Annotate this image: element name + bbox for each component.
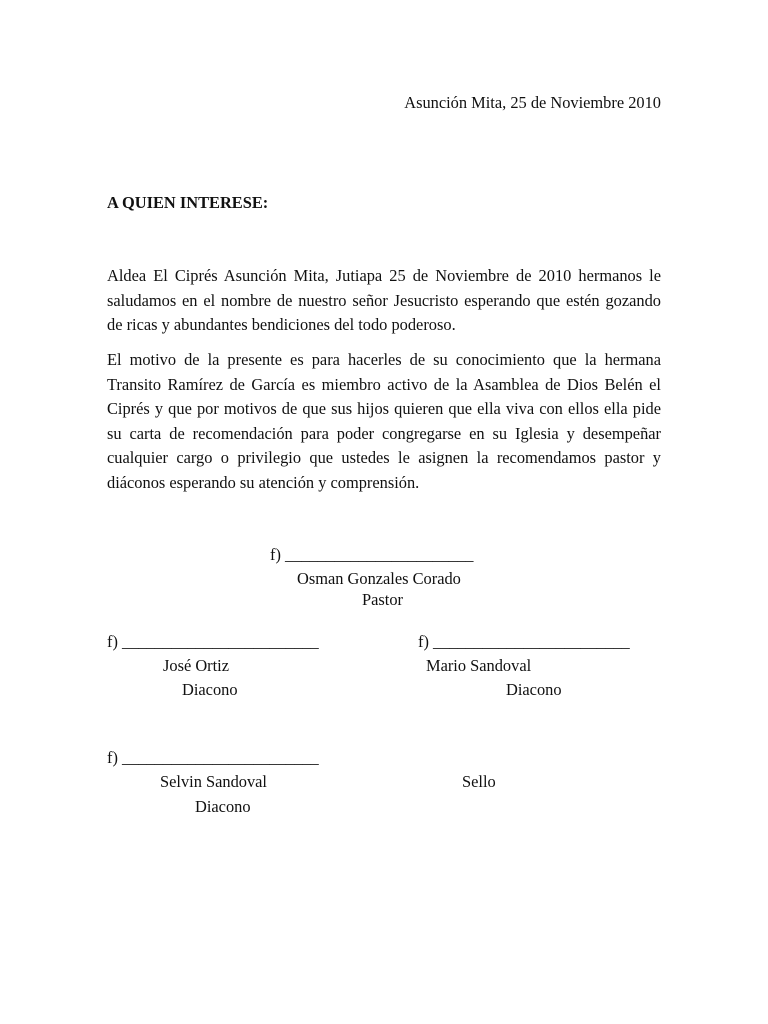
signer-role-pastor: Pastor	[362, 590, 403, 609]
salutation: A QUIEN INTERESE:	[107, 193, 269, 212]
body-paragraph-1: Aldea El Ciprés Asunción Mita, Jutiapa 25 de Noviembre de 2010 hermanos le saludamos en el nombre de nuestro señor Jesucristo esperando que estén gozando de ricas y abundantes bendiciones del todo poderoso.	[107, 266, 661, 334]
letter-date: Asunción Mita, 25 de Noviembre 2010	[404, 93, 661, 112]
signer-name-pastor: Osman Gonzales Corado	[297, 569, 461, 588]
signer-name-mario: Mario Sandoval	[426, 656, 532, 675]
signature-line-mario: f) ________________________	[418, 632, 630, 651]
signer-role-ortiz: Diacono	[182, 680, 238, 699]
signature-line-pastor: f) _______________________	[270, 545, 474, 564]
signer-name-ortiz: José Ortiz	[163, 656, 230, 675]
seal-label: Sello	[462, 772, 496, 791]
signature-line-ortiz: f) ________________________	[107, 632, 319, 651]
body-paragraph-2: El motivo de la presente es para hacerles de su conocimiento que la hermana Transito Ramírez de García es miembro activo de la Asamblea de Dios Belén el Ciprés y que por motivos de que sus hijos quieren que ella viva con ellos ella pide su carta de recomendación para poder congregarse en su Iglesia y desempeñar cualquier cargo o privilegio que ustedes le asignen la recomendamos pastor y diáconos esperando su atención y comprensión.	[107, 350, 661, 492]
signature-line-selvin: f) ________________________	[107, 748, 319, 767]
signer-role-selvin: Diacono	[195, 797, 251, 816]
signer-name-selvin: Selvin Sandoval	[160, 772, 267, 791]
signer-role-mario: Diacono	[506, 680, 562, 699]
